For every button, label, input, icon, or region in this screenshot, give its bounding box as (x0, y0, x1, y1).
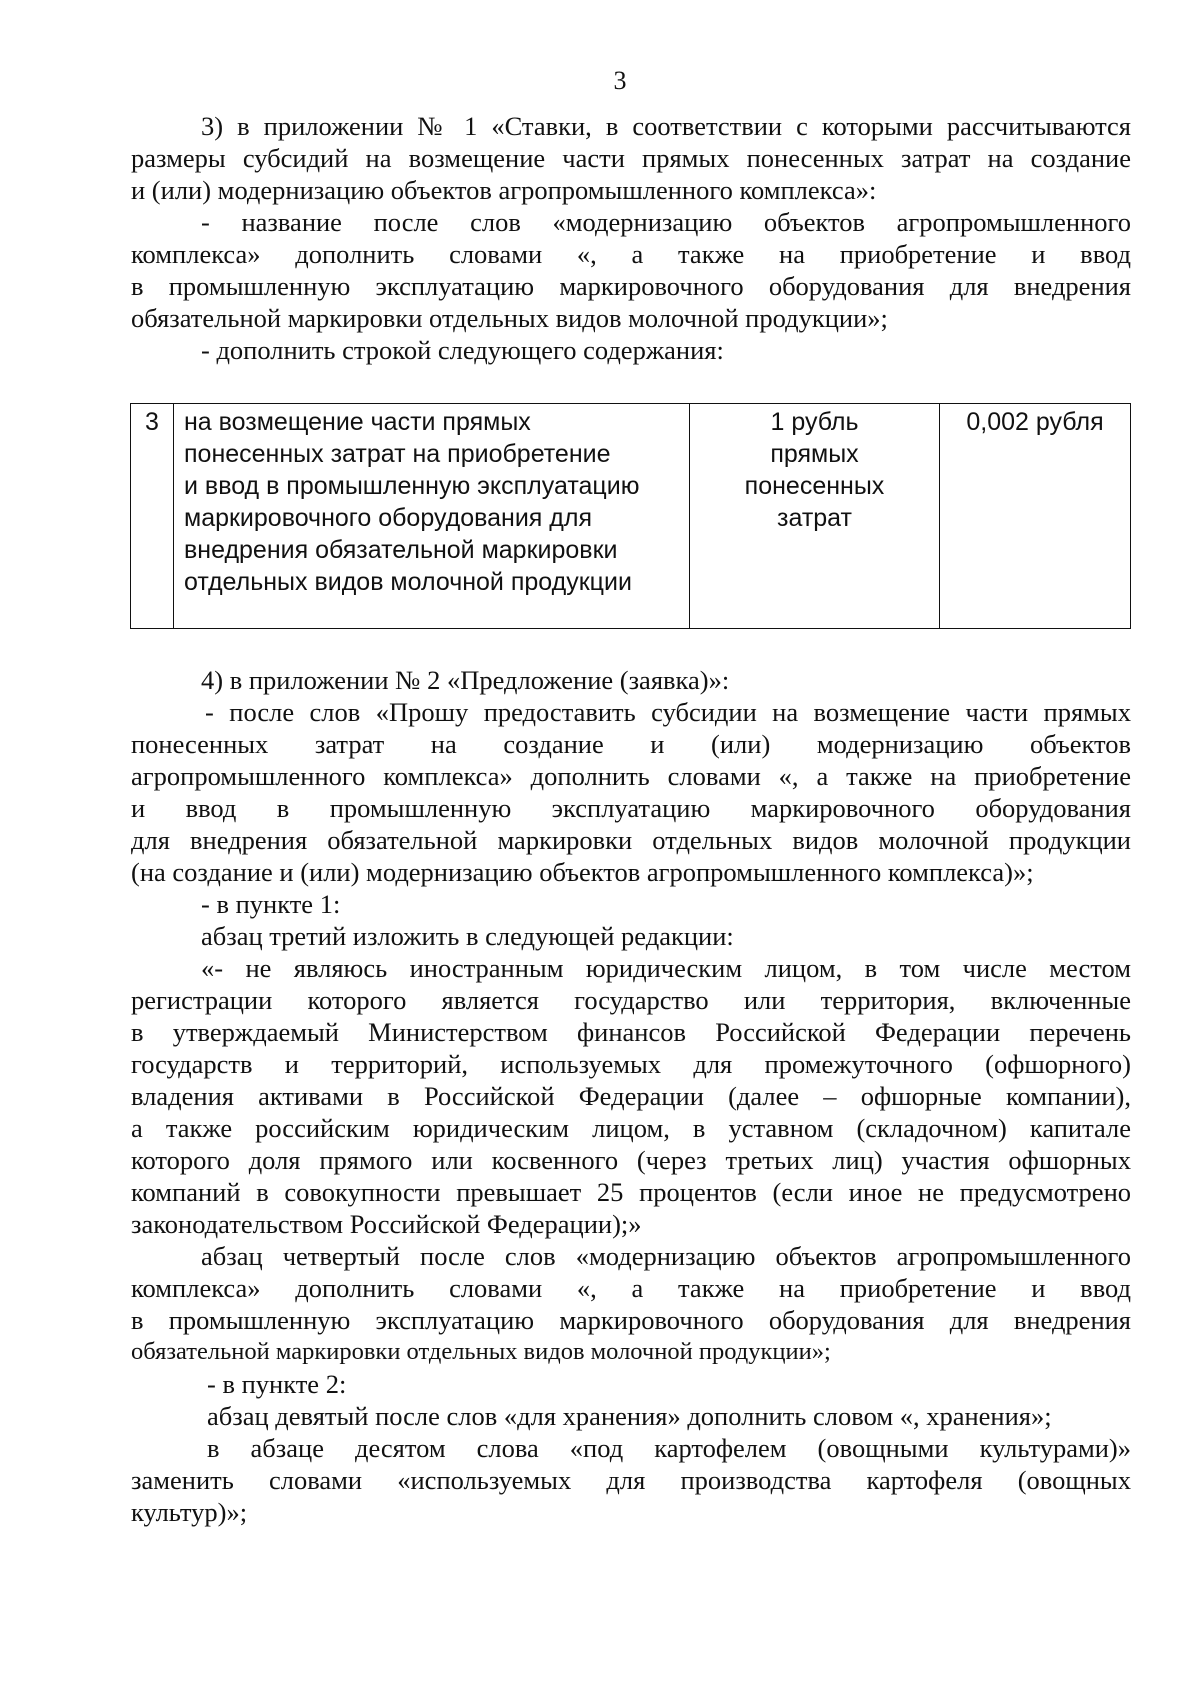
description-line: на возмещение части прямых (184, 408, 531, 436)
paragraph-line: комплекса» дополнить словами «, а также на приобретение и ввод (131, 239, 1131, 269)
paragraph-line: понесенных затрат на создание и (или) модернизацию объектов (131, 729, 1131, 759)
paragraph-line: - дополнить строкой следующего содержания: (201, 335, 724, 365)
description-line: внедрения обязательной маркировки (184, 536, 618, 564)
page-number: 3 (613, 66, 627, 95)
unit-line: 1 рубль (770, 408, 859, 436)
paragraph-line: абзац девятый после слов «для хранения» дополнить словом «, хранения»; (207, 1401, 1052, 1431)
paragraph-line: комплекса» дополнить словами «, а также на приобретение и ввод (131, 1273, 1131, 1303)
paragraph-line: - название после слов «модернизацию объектов агропромышленного (201, 207, 1131, 237)
paragraph-line: 3) в приложении № 1 «Ставки, в соответствии с которыми рассчитываются (201, 111, 1131, 141)
paragraph-line: которого доля прямого или косвенного (через третьих лиц) участия офшорных (131, 1145, 1131, 1175)
paragraph-line: в утверждаемый Министерством финансов Российской Федерации перечень (131, 1017, 1131, 1047)
paragraph-line: компаний в совокупности превышает 25 процентов (если иное не предусмотрено (131, 1177, 1131, 1207)
description-line: понесенных затрат на приобретение (184, 440, 611, 468)
paragraph-line: а также российским юридическим лицом, в уставном (складочном) капитале (131, 1113, 1131, 1143)
paragraph-line: обязательной маркировки отдельных видов молочной продукции»; (131, 303, 888, 333)
paragraph-line: - в пункте 2: (207, 1369, 347, 1399)
paragraph-line: государств и территорий, используемых для промежуточного (офшорного) (131, 1049, 1131, 1079)
description-line: и ввод в промышленную эксплуатацию (184, 472, 640, 500)
paragraph-line: - после слов «Прошу предоставить субсидии на возмещение части прямых (205, 697, 1131, 727)
paragraph-line: - в пункте 1: (201, 889, 341, 919)
paragraph-line: в промышленную эксплуатацию маркировочного оборудования для внедрения (131, 1305, 1131, 1335)
paragraph-line: владения активами в Российской Федерации (далее – офшорные компании), (131, 1081, 1131, 1111)
paragraph-line: культур)»; (131, 1497, 248, 1527)
unit-line: понесенных (744, 472, 885, 500)
paragraph-line: агропромышленного комплекса» дополнить словами «, а также на приобретение (131, 761, 1131, 791)
description-line: маркировочного оборудования для (184, 504, 592, 532)
paragraph-line: 4) в приложении № 2 «Предложение (заявка)»: (201, 665, 730, 695)
paragraph-line: абзац четвертый после слов «модернизацию объектов агропромышленного (201, 1241, 1131, 1271)
paragraph-line: «- не являюсь иностранным юридическим лицом, в том числе местом (201, 953, 1131, 983)
table-row (131, 404, 1131, 629)
paragraph-line: в абзаце десятом слова «под картофелем (овощными культурами)» (207, 1433, 1131, 1463)
rate-table (130, 403, 1131, 629)
section-3 (131, 110, 1131, 366)
paragraph-line: законодательством Российской Федерации);» (131, 1209, 642, 1239)
paragraph-line: абзац третий изложить в следующей редакции: (201, 921, 734, 951)
paragraph-line: (на создание и (или) модернизацию объектов агропромышленного комплекса)»; (131, 857, 1034, 887)
paragraph-line: в промышленную эксплуатацию маркировочного оборудования для внедрения (131, 271, 1131, 301)
unit-line: прямых (770, 440, 859, 468)
paragraph-line: и ввод в промышленную эксплуатацию маркировочного оборудования (131, 793, 1131, 823)
description-cell (174, 404, 690, 629)
paragraph-line: для внедрения обязательной маркировки отдельных видов молочной продукции (131, 825, 1131, 855)
rate-cell (940, 404, 1131, 629)
unit-line: затрат (777, 504, 852, 532)
description-line: отдельных видов молочной продукции (184, 568, 632, 596)
paragraph-line: и (или) модернизацию объектов агропромышленного комплекса»: (131, 175, 877, 205)
paragraph-line: заменить словами «используемых для производства картофеля (овощных (131, 1465, 1131, 1495)
row-number-cell (131, 404, 174, 629)
row-number: 3 (145, 408, 159, 436)
section-4 (131, 664, 1131, 1528)
paragraph-line: обязательной маркировки отдельных видов молочной продукции»; (131, 1338, 831, 1365)
paragraph-line: размеры субсидий на возмещение части прямых понесенных затрат на создание (131, 143, 1131, 173)
unit-cell (690, 404, 940, 629)
paragraph-line: регистрации которого является государство или территория, включенные (131, 985, 1131, 1015)
rate-value: 0,002 рубля (966, 408, 1104, 436)
